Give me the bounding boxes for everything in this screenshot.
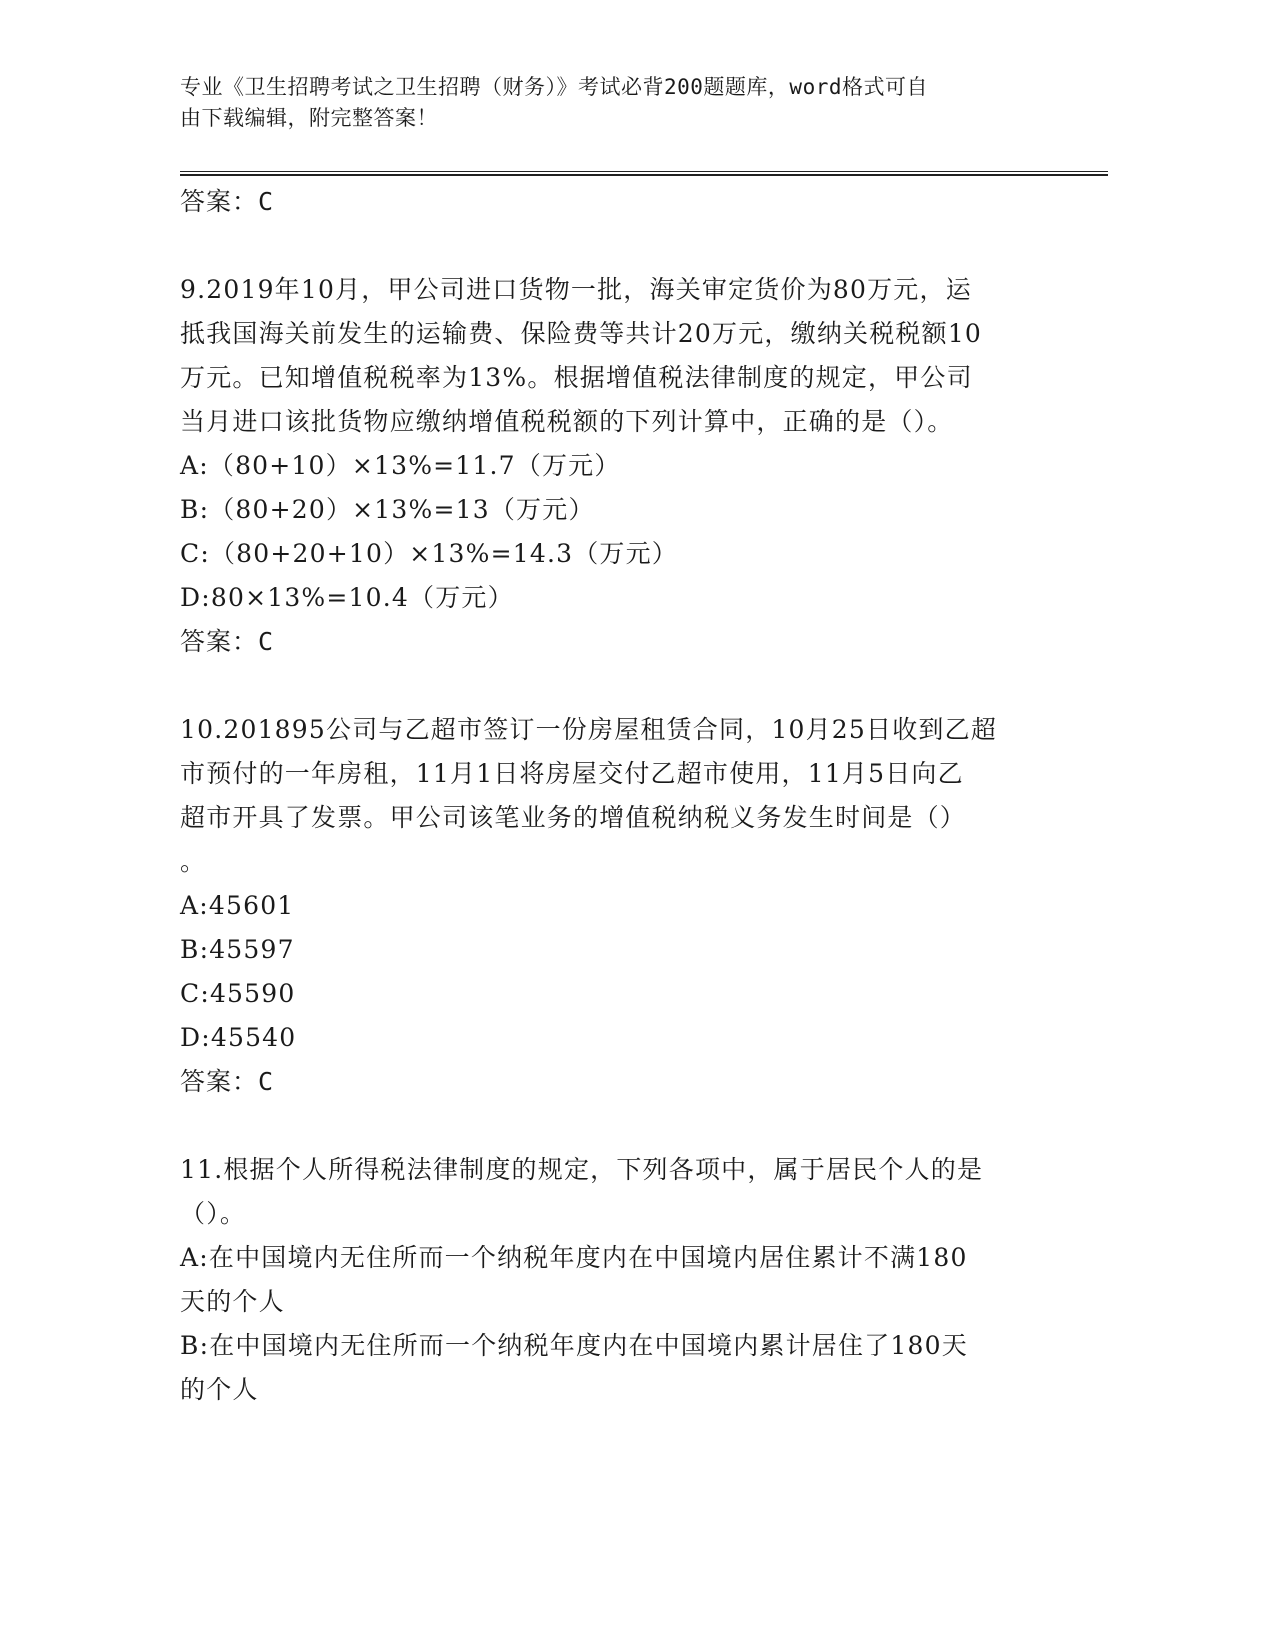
- question-10-line-4: 。: [180, 847, 207, 876]
- header-divider-thin: [180, 171, 1108, 172]
- header-line-1: 专业《卫生招聘考试之卫生招聘（财务）》考试必背200题题库，word格式可自: [180, 75, 928, 99]
- spacer: [180, 224, 1060, 268]
- question-10-line-1: 10.201895公司与乙超市签订一份房屋租赁合同，10月25日收到乙超: [180, 715, 998, 744]
- question-11-option-b-cont: 的个人: [180, 1375, 259, 1404]
- question-11-line-1: 11.根据个人所得税法律制度的规定，下列各项中，属于居民个人的是: [180, 1155, 984, 1184]
- question-10-option-b: B:45597: [180, 935, 295, 964]
- question-10-option-c: C:45590: [180, 979, 296, 1008]
- document-header: [180, 72, 1060, 134]
- question-10-answer: 答案：C: [180, 1067, 275, 1096]
- question-11-option-b: B:在中国境内无住所而一个纳税年度内在中国境内累计居住了180天: [180, 1331, 968, 1360]
- question-content: [180, 180, 1060, 1412]
- previous-answer: 答案：C: [180, 187, 275, 216]
- header-divider-thick: [180, 174, 1108, 176]
- question-10-option-a: A:45601: [180, 891, 295, 920]
- question-9-answer: 答案：C: [180, 627, 275, 656]
- question-9-option-d: D:80×13%=10.4（万元）: [180, 583, 514, 612]
- question-10-line-2: 市预付的一年房租，11月1日将房屋交付乙超市使用，11月5日向乙: [180, 759, 964, 788]
- question-10-option-d: D:45540: [180, 1023, 297, 1052]
- question-9-option-b: B:（80+20）×13%=13（万元）: [180, 495, 595, 524]
- question-9-option-c: C:（80+20+10）×13%=14.3（万元）: [180, 539, 679, 568]
- question-11-option-a-cont: 天的个人: [180, 1287, 285, 1316]
- question-9-option-a: A:（80+10）×13%=11.7（万元）: [180, 451, 621, 480]
- question-10-line-3: 超市开具了发票。甲公司该笔业务的增值税纳税义务发生时间是（）: [180, 803, 967, 832]
- spacer: [180, 1104, 1060, 1148]
- question-9: [180, 268, 1060, 664]
- question-10: [180, 708, 1060, 1104]
- question-9-line-1: 9.2019年10月，甲公司进口货物一批，海关审定货价为80万元，运: [180, 275, 972, 304]
- question-9-line-4: 当月进口该批货物应缴纳增值税税额的下列计算中，正确的是（）。: [180, 407, 954, 436]
- question-11-option-a: A:在中国境内无住所而一个纳税年度内在中国境内居住累计不满180: [180, 1243, 968, 1272]
- question-9-line-3: 万元。已知增值税税率为13%。根据增值税法律制度的规定，甲公司: [180, 363, 973, 392]
- spacer: [180, 664, 1060, 708]
- question-9-line-2: 抵我国海关前发生的运输费、保险费等共计20万元，缴纳关税税额10: [180, 319, 983, 348]
- header-line-2: 由下载编辑，附完整答案！: [180, 106, 438, 130]
- question-11: [180, 1148, 1060, 1412]
- question-11-line-2: （）。: [180, 1199, 247, 1228]
